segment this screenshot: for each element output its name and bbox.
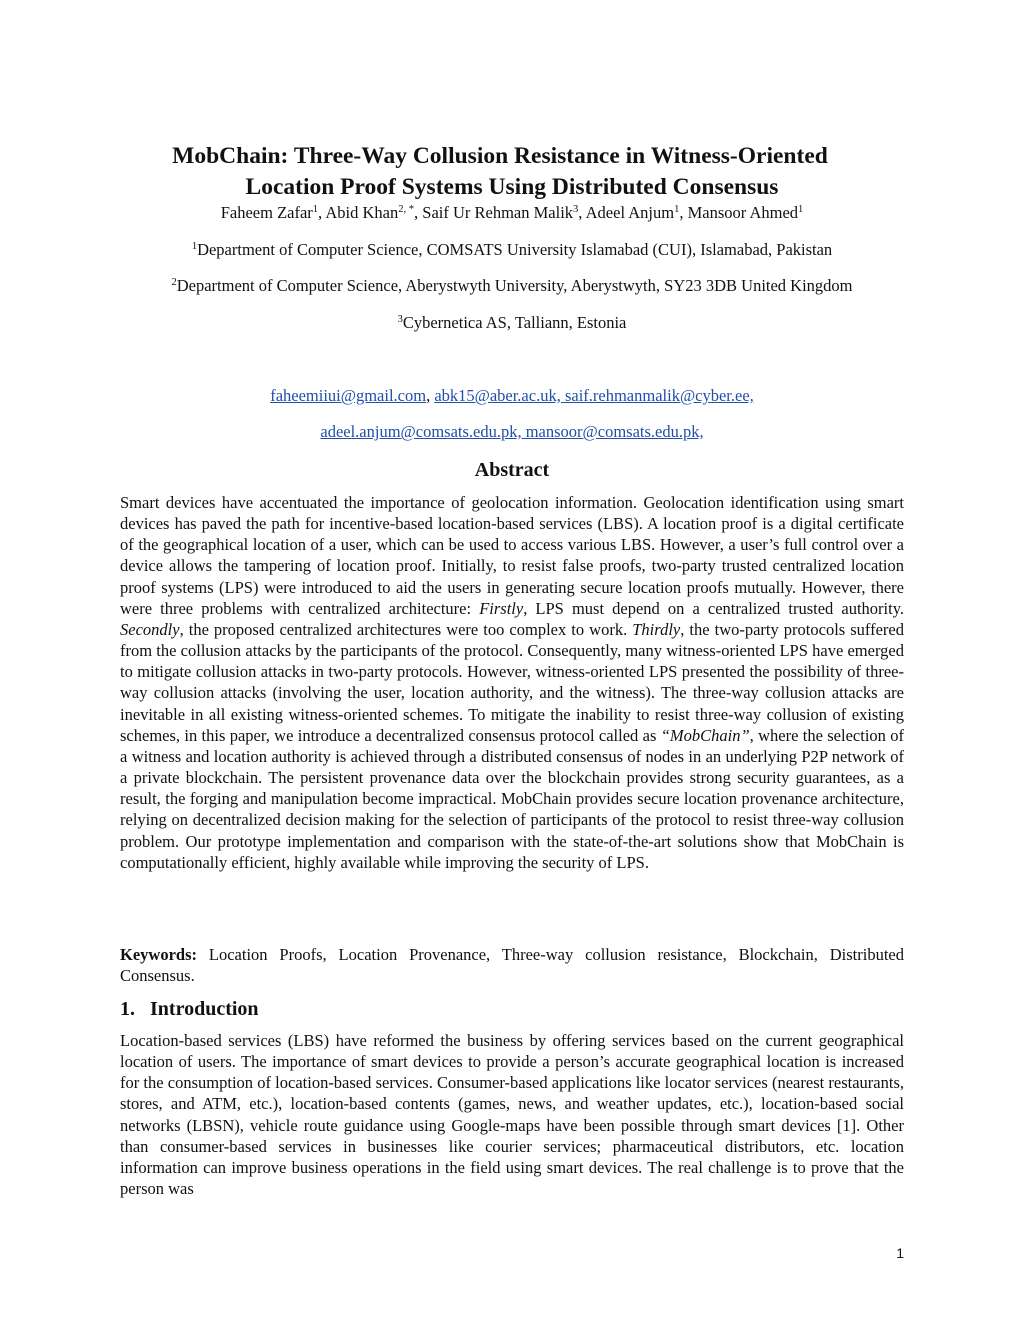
author-affiliation-mark: 3 bbox=[573, 204, 579, 215]
abstract-text: , where the selection of a witness and location authority is achieved through a distributed consensus of nodes in an underlying P2P network of a private blockchain. The persistent provenance data over the blockchain provides strong security guarantees, as a result, the forging and manipulation become impractical. MobChain provides secure location provenance architecture, relying on decentralized decision making for the selection of participants of the protocol to resist three-way collusion problem. Our prototype implementation and comparison with the state-of-the-art solutions show that MobChain is computationally efficient, highly available while improving the security of LPS. bbox=[120, 725, 904, 872]
affiliation-text: Cybernetica AS, Talliann, Estonia bbox=[402, 313, 627, 332]
affiliation-mark: 1 bbox=[191, 241, 198, 252]
author-affiliation-mark: 1 bbox=[674, 204, 680, 215]
author-affiliation-mark: 1 bbox=[312, 204, 319, 215]
author-name: Abid Khan bbox=[325, 203, 399, 222]
affiliation-1 bbox=[110, 238, 914, 262]
emphasis-secondly: Secondly bbox=[120, 619, 180, 639]
paper-title bbox=[120, 141, 904, 203]
author-name: Adeel Anjum bbox=[585, 203, 675, 222]
abstract-text: Smart devices have accentuated the importance of geolocation information. Geolocation identification using smart devices has paved the path for incentive-based location-based services (LBS). A location proof is a digital certificate of the geographical location of a user, which can be used to access various LBS. However, a user’s full control over a device allows the tampering of location proof. Initially, to resist false proofs, two-party trusted centralized location proof systems (LPS) were introduced to aid the users in generating secure location proofs mutually. However, there were three problems with centralized architecture: bbox=[120, 493, 904, 618]
abstract-body bbox=[120, 492, 904, 873]
keywords-label: Keywords: bbox=[120, 945, 197, 964]
email-link[interactable]: abk15@aber.ac.uk, saif.rehmanmalik@cyber.ee, bbox=[434, 386, 754, 405]
author-affiliation-mark: 2, * bbox=[398, 204, 415, 215]
email-line-2 bbox=[110, 420, 914, 444]
email-separator: , bbox=[426, 386, 435, 405]
emphasis-firstly: Firstly bbox=[479, 598, 524, 618]
affiliation-3 bbox=[110, 311, 914, 335]
affiliation-mark: 2 bbox=[171, 277, 177, 288]
title-line-1: MobChain: Three-Way Collusion Resistance in Witness-Oriented bbox=[172, 143, 828, 169]
abstract-text: , the proposed centralized architectures were too complex to work. bbox=[179, 619, 633, 639]
keywords-paragraph bbox=[120, 944, 904, 986]
email-line-1 bbox=[110, 384, 914, 408]
introduction-body: Location-based services (LBS) have reformed the business by offering services based on the current geographical location of users. The importance of smart devices to provide a person’s accurate geographical location is increased for the consumption of location-based services. Consumer-based applications like locator services (nearest restaurants, stores, and ATM, etc.), location-based contents (games, news, and weather updates, etc.), location-based social networks (LBSN), vehicle route guidance using Google-maps have been possible through smart devices [1]. Other than consumer-based services in businesses like courier services; pharmaceutical distributors, etc. location information can improve business operations in the field using smart devices. The real challenge is to prove that the person was bbox=[120, 1031, 904, 1199]
author-list: Faheem Zafar$^1$, Abid Khan$^{2, *}$, Saif Ur Rehman Malik$^3$, Adeel Anjum$^1$, Mansoor Ahmed$^1$ bbox=[220, 203, 804, 222]
author-name: Faheem Zafar bbox=[220, 203, 313, 222]
author-name: Saif Ur Rehman Malik bbox=[422, 203, 574, 222]
keywords-text: Location Proofs, Location Provenance, Three-way collusion resistance, Blockchain, Distributed Consensus. bbox=[120, 945, 904, 986]
affiliation-2 bbox=[110, 274, 914, 298]
abstract-heading: Abstract bbox=[474, 459, 550, 481]
title-line-2: Location Proof Systems Using Distributed Consensus bbox=[245, 174, 779, 200]
author-name: Mansoor Ahmed bbox=[687, 203, 799, 222]
affiliation-mark: 3 bbox=[397, 314, 403, 325]
emphasis-mobchain: “MobChain” bbox=[660, 725, 750, 745]
email-link[interactable]: adeel.anjum@comsats.edu.pk, mansoor@comsats.edu.pk, bbox=[320, 422, 704, 441]
email-link[interactable]: faheemiiui@gmail.com bbox=[270, 386, 427, 405]
affiliation-text: Department of Computer Science, Aberystwyth University, Aberystwyth, SY23 3DB United Kingdom bbox=[176, 276, 853, 295]
author-affiliation-mark: 1 bbox=[798, 204, 804, 215]
abstract-text: , LPS must depend on a centralized trusted authority. bbox=[523, 598, 904, 618]
affiliation-text: Department of Computer Science, COMSATS University Islamabad (CUI), Islamabad, Pakistan bbox=[197, 240, 833, 259]
abstract-text: , the two-party protocols suffered from the collusion attacks by the participants of the protocol. Consequently, many witness-oriented LPS have emerged to mitigate collusion attacks in two-party protocols. However, witness-oriented LPS presented the possibility of three-way collusion attacks (involving the user, location authority, and the witness). The three-way collusion attacks are inevitable in all existing witness-oriented schemes. To mitigate the inability to resist three-way collusion of existing schemes, in this paper, we introduce a decentralized consensus protocol called as bbox=[120, 619, 904, 745]
page-number: 1 bbox=[896, 1245, 904, 1261]
emphasis-thirdly: Thirdly bbox=[632, 619, 681, 639]
introduction-heading: 1. Introduction bbox=[120, 998, 259, 1020]
